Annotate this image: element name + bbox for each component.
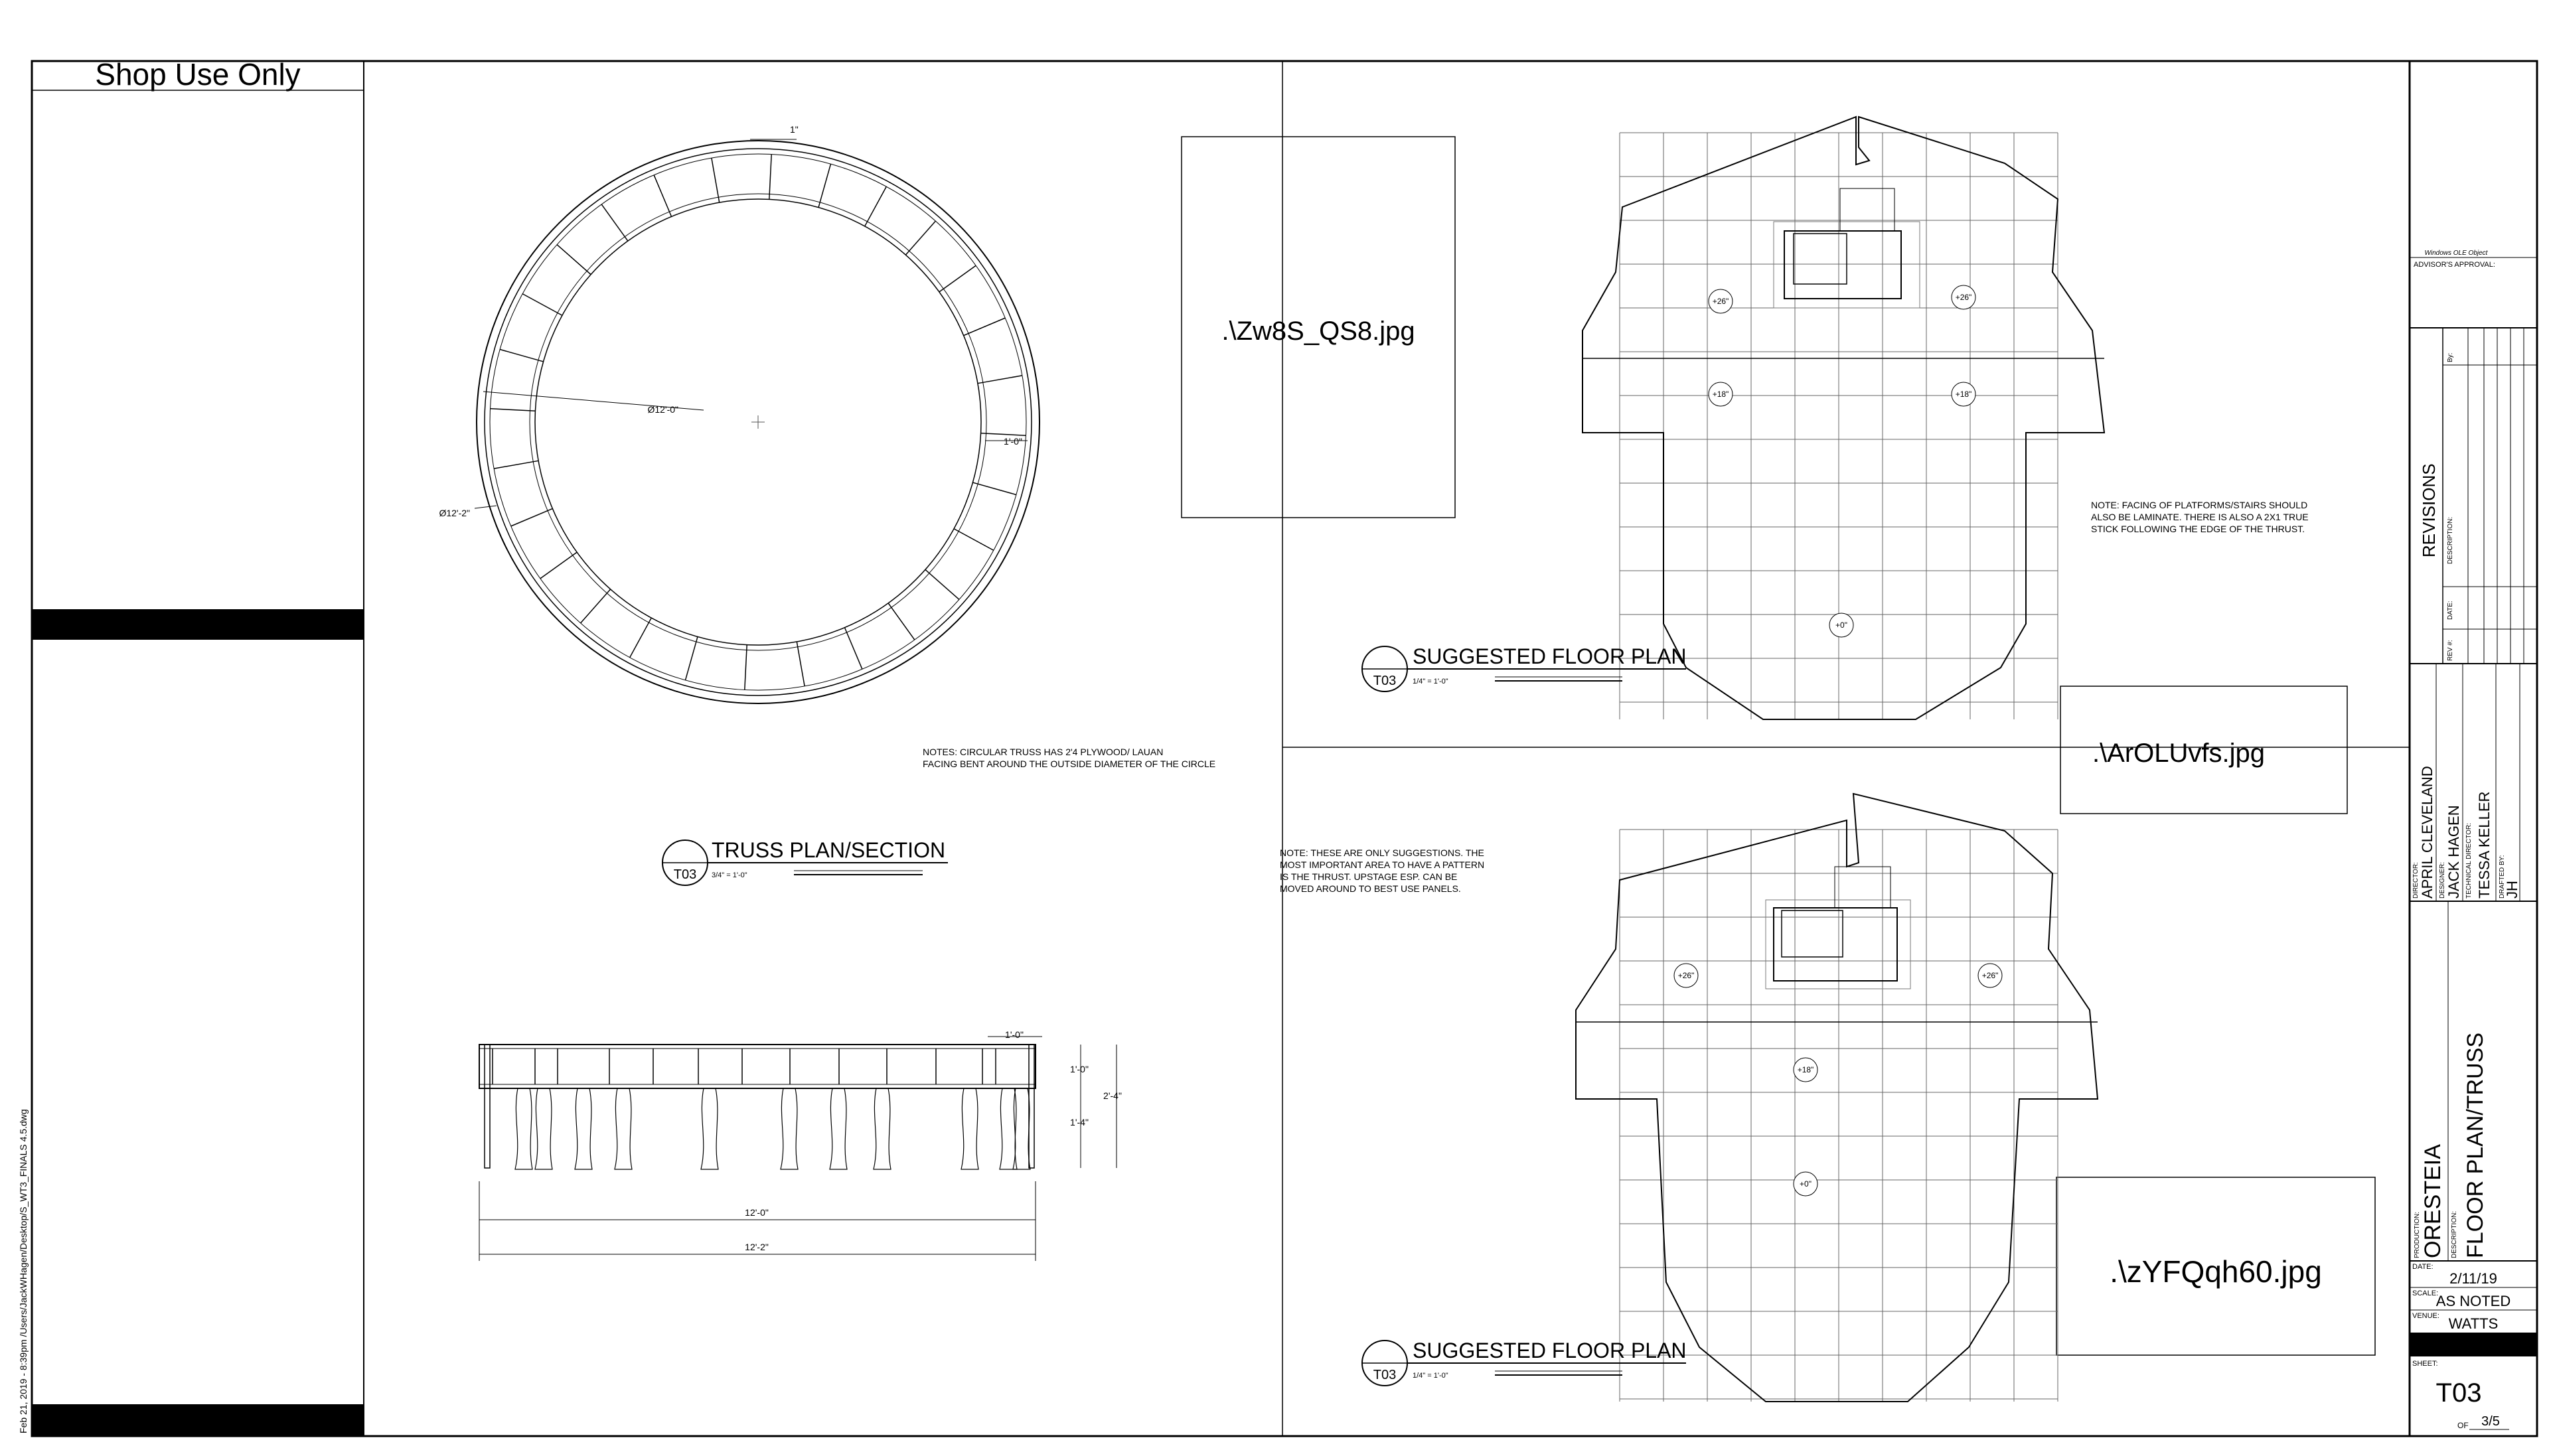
fp2-note-line-2: MOST IMPORTANT AREA TO HAVE A PATTERN	[1280, 859, 1485, 870]
fp1-height-3: +18"	[1712, 390, 1729, 399]
fp1-title: SUGGESTED FLOOR PLAN	[1413, 644, 1687, 668]
title-block-black-band	[2410, 1333, 2537, 1356]
scale-label: SCALE:	[2412, 1289, 2439, 1297]
fp1-height-4: +18"	[1955, 390, 1972, 399]
fp2-height-2: +26"	[1981, 971, 1999, 980]
drafted-name: JH	[2504, 881, 2520, 899]
sheet-of-label: OF	[2457, 1421, 2469, 1430]
fp2-note-line-3: IS THE THRUST. UPSTAGE ESP. CAN BE	[1280, 871, 1458, 882]
truss-plan-sheet-ref: T03	[673, 867, 697, 882]
fp2-note-line-4: MOVED AROUND TO BEST USE PANELS.	[1280, 883, 1461, 894]
fp2-height-3: +18"	[1797, 1065, 1814, 1074]
advisor-approval-label: ADVISOR'S APPROVAL:	[2414, 261, 2495, 269]
fp2-sheet-ref: T03	[1373, 1368, 1397, 1382]
sheet-of-value: 3/5	[2481, 1414, 2500, 1429]
rev-by-label: By:	[2447, 352, 2454, 362]
truss-note-line-1: NOTES: CIRCULAR TRUSS HAS 2'4 PLYWOOD/ LAUAN	[923, 747, 1164, 757]
fp1-height-1: +26"	[1712, 297, 1729, 306]
rev-date-label: DATE:	[2447, 601, 2454, 620]
ole-object-label: Windows OLE Object	[2424, 250, 2488, 257]
sheet-label: SHEET:	[2412, 1360, 2438, 1368]
description-text: FLOOR PLAN/TRUSS	[2463, 1032, 2488, 1258]
fp2-title: SUGGESTED FLOOR PLAN	[1413, 1339, 1687, 1362]
director-name: APRIL CLEVELAND	[2419, 766, 2435, 899]
rev-number-label: REV #:	[2447, 640, 2454, 661]
section-right-dim-1: 1'-0"	[1070, 1064, 1089, 1074]
fp2-note-line-1: NOTE: THESE ARE ONLY SUGGESTIONS. THE	[1280, 847, 1484, 858]
fp2-scale: 1/4" = 1'-0"	[1413, 1372, 1448, 1380]
shop-use-title: Shop Use Only	[95, 57, 301, 92]
section-bottom-dim-1: 12'-0"	[745, 1207, 769, 1218]
rev-description-label: DESCRIPTION:	[2447, 516, 2454, 564]
designer-name: JACK HAGEN	[2445, 805, 2462, 899]
production-label: PRODUCTION:	[2414, 1212, 2421, 1258]
drafted-label: DRAFTED BY:	[2499, 855, 2506, 899]
truss-note-line-2: FACING BENT AROUND THE OUTSIDE DIAMETER OF THE CIRCLE	[923, 759, 1216, 769]
file-path-text: Feb 21, 2019 - 8:39pm /Users/JackWHagen/Desktop/S_WT3_FINALS 4.5.dwg	[18, 1109, 29, 1433]
fp2-height-1: +26"	[1677, 971, 1695, 980]
date-label: DATE:	[2412, 1263, 2433, 1271]
truss-plan-title: TRUSS PLAN/SECTION	[712, 838, 946, 862]
ring-width-dim: 1'-0"	[1004, 436, 1022, 447]
shop-black-bar-bottom	[32, 1404, 364, 1436]
td-name: TESSA KELLER	[2476, 791, 2493, 899]
production-name: ORESTEIA	[2420, 1144, 2445, 1258]
td-label: TECHNICAL DIRECTOR:	[2465, 823, 2473, 899]
fp1-note-line-2: ALSO BE LAMINATE. THERE IS ALSO A 2X1 TRUE	[2091, 512, 2309, 522]
image-mid-filename: .\ArOLUvfs.jpg	[2092, 739, 2266, 768]
scale-value: AS NOTED	[2435, 1293, 2511, 1309]
fp2-height-4: +0"	[1800, 1179, 1812, 1189]
director-label: DIRECTOR:	[2412, 862, 2420, 899]
outer-diameter-label: Ø12'-2"	[439, 508, 470, 518]
sheet-number: T03	[2435, 1378, 2482, 1408]
shop-black-bar-top	[32, 609, 364, 640]
fp1-scale: 1/4" = 1'-0"	[1413, 678, 1448, 686]
image-bottom-filename: .\zYFQqh60.jpg	[2110, 1254, 2322, 1289]
fp1-sheet-ref: T03	[1373, 674, 1397, 688]
designer-label: DESIGNER:	[2439, 861, 2446, 899]
image-top-filename: .\Zw8S_QS8.jpg	[1221, 317, 1415, 346]
date-value: 2/11/19	[2449, 1270, 2497, 1287]
section-right-dim-2: 2'-4"	[1103, 1090, 1122, 1101]
inner-diameter-label: Ø12'-0"	[647, 404, 678, 415]
venue-label: VENUE:	[2412, 1312, 2439, 1320]
fp1-height-2: +26"	[1955, 293, 1972, 302]
fp1-note-line-1: NOTE: FACING OF PLATFORMS/STAIRS SHOULD	[2091, 500, 2308, 510]
revisions-header: REVISIONS	[2419, 463, 2439, 557]
fp1-note-line-3: STICK FOLLOWING THE EDGE OF THE THRUST.	[2091, 524, 2305, 534]
section-right-dim-3: 1'-4"	[1070, 1117, 1089, 1128]
section-top-dim: 1'-0"	[1005, 1029, 1024, 1040]
fp1-height-5: +0"	[1835, 620, 1847, 630]
section-bottom-dim-2: 12'-2"	[745, 1242, 769, 1252]
truss-plan-scale: 3/4" = 1'-0"	[712, 871, 747, 879]
top-thickness-dim: 1"	[790, 124, 799, 135]
venue-value: WATTS	[2448, 1315, 2499, 1332]
description-label: DESCRIPTION:	[2451, 1210, 2458, 1258]
